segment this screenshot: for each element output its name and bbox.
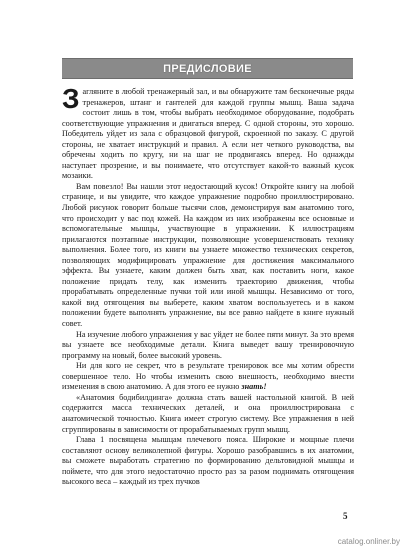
paragraph-3: На изучение любого упражнения у вас уйдет не более пяти минут. За это время вы узнаете все необходимые детали. Книга выведет вашу тренировочную программу на новый, более высокий уровень. — [62, 329, 354, 360]
section-title: ПРЕДИСЛОВИЕ — [163, 62, 252, 75]
paragraph-2: Вам повезло! Вы нашли этот недостающий кусок! Откройте книгу на любой странице, и вы увидите, что каждое упражнение подробно проиллюстрировано. Любой рисунок говорит больше тысячи слов, демонстрируя вам анатомию того, что происходит у вас под кожей. На каждом из них изображены все основные и вспомогательные мышцы, участвующие в упражнении. К иллюстрациям прилагаются поэтапные инструкции, позволяющие усовершенствовать технику выполнения. Более того, из книги вы узнаете множество технических секретов, позволяющих модифицировать упражнение для достижения максимального эффекта. Вы узнаете, каким должен быть хват, как поставить ноги, какое положение придать телу, как изменить траекторию движения, чтобы прорабатывать определенные пучки той или иной мышцы. Независимо от того, какой вид отягощения вы выберете, каким хватом воспользуетесь и в каком положении будете выполнять упражнение, вы все равно найдете в книге нужный совет. — [62, 181, 354, 329]
paragraph-1 — [62, 83, 354, 182]
watermark: catalog.onliner.by — [337, 537, 400, 546]
page-number: 5 — [343, 511, 348, 521]
paragraph-1-text: агляните в любой тренажерный зал, и вы обнаружите там бесконечные ряды тренажеров, штанг и гантелей для каждой группы мышц. Ваша задача состоит лишь в том, чтобы выбрать необходимое оборудование, подобрать соответствующие упражнения и двигаться вперед. С одной стороны, это хорошо. Победитель уйдет из зала с образцовой фигурой, скроенной по заказу. С другой стороны, не хватает инструкций и правил. А если нет четкого руководства, вы обречены ходить по кругу, ни на шаг не продвигаясь вперед. Но однажды наступает прозрение, и вы понимаете, что отсутствует какой-то важный кусок мозаики. — [62, 87, 354, 181]
drop-cap: З — [62, 83, 80, 114]
body-text — [62, 83, 354, 488]
paragraph-6: Глава 1 посвящена мышцам плечевого пояса. Широкие и мощные плечи составляют основу великолепной фигуры. Хорошо разобравшись в их анатомии, вы сможете выработать стратегию по формированию дельтовидной мышцы и поймете, что для этого недостаточно просто раз за разом поднимать отягощения высокого веса – каждый из трех пучков — [62, 435, 354, 487]
paragraph-5: «Анатомия бодибилдинга» должна стать вашей настольной книгой. В ней содержится масса технических деталей, и она проиллюстрирована с анатомической точностью. Книга имеет строгую систему. Все упражнения в ней сгруппированы в зависимости от прорабатываемых групп мышц. — [62, 392, 354, 434]
paragraph-4 — [62, 361, 354, 393]
section-header-bar — [62, 58, 353, 79]
paragraph-4-text: Ни для кого не секрет, что в результате тренировок все мы хотим обрести совершенное тело. Но чтобы изменить свою внешность, необходимо внести изменения в свою анатомию. А для этого ее нужно — [62, 361, 354, 392]
paragraph-4-emphasis: знать! — [241, 382, 267, 392]
